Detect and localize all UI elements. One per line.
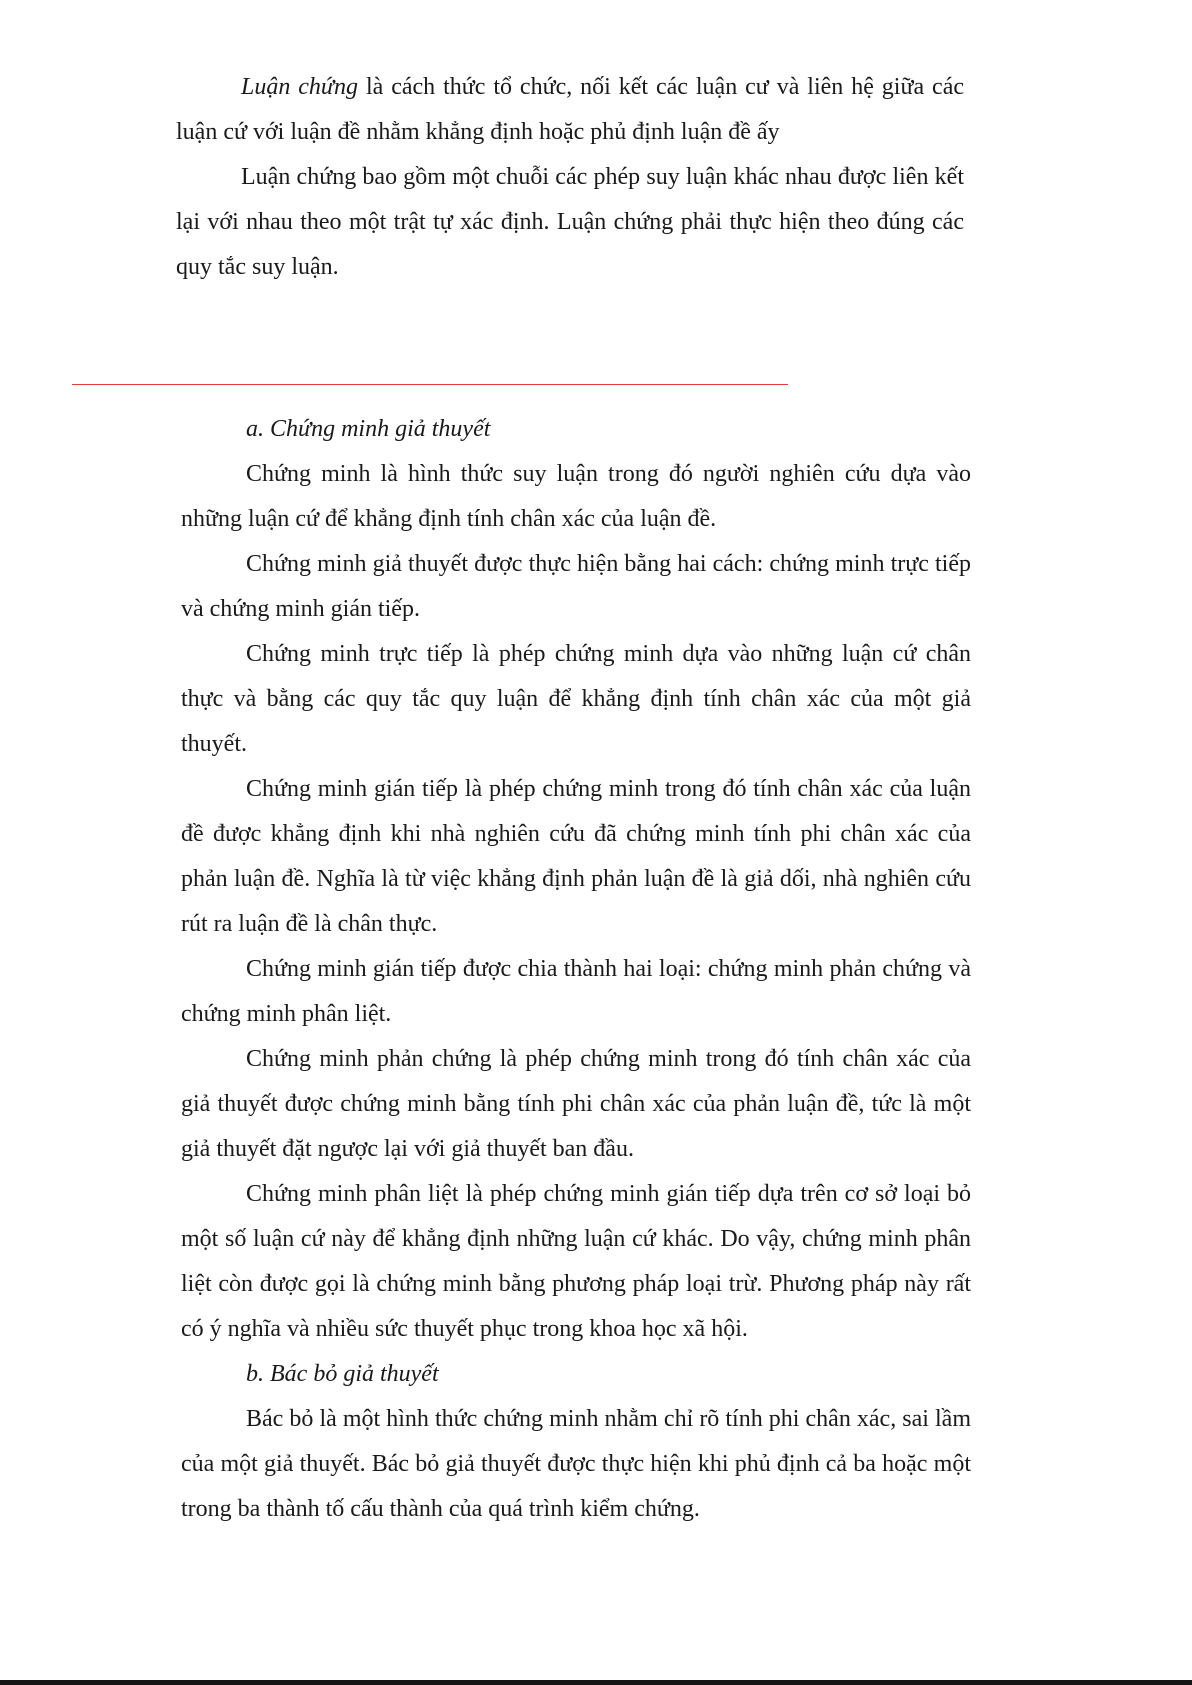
paragraph-disjunctive-proof: Chứng minh phân liệt là phép chứng minh gián tiếp dựa trên cơ sở loại bỏ một số luận cứ này để khẳng định những luận cứ khác. Do vậy, chứng minh phân liệt còn được gọi là chứng minh bằng phương pháp loại trừ. Phương pháp này rất có ý nghĩa và nhiều sức thuyết phục trong khoa học xã hội. xyxy=(181,1181,971,1342)
top-text-block xyxy=(176,65,964,290)
paragraph-contradiction-proof: Chứng minh phản chứng là phép chứng minh trong đó tính chân xác của giả thuyết được chứng minh bằng tính phi chân xác của phản luận đề, tức là một giả thuyết đặt ngược lại với giả thuyết ban đầu. xyxy=(181,1046,971,1162)
paragraph-refutation: Bác bỏ là một hình thức chứng minh nhằm chỉ rõ tính phi chân xác, sai lầm của một giả thuyết. Bác bỏ giả thuyết được thực hiện khi phủ định cả ba hoặc một trong ba thành tố cấu thành của quá trình kiểm chứng. xyxy=(181,1406,971,1522)
bottom-text-block xyxy=(181,407,971,1532)
paragraph-indirect-types: Chứng minh gián tiếp được chia thành hai loại: chứng minh phản chứng và chứng minh phân liệt. xyxy=(181,956,971,1027)
paragraph-two-methods: Chứng minh giả thuyết được thực hiện bằng hai cách: chứng minh trực tiếp và chứng minh gián tiếp. xyxy=(181,551,971,622)
paragraph-direct-proof: Chứng minh trực tiếp là phép chứng minh dựa vào những luận cứ chân thực và bằng các quy tắc quy luận để khẳng định tính chân xác của một giả thuyết. xyxy=(181,641,971,757)
term-luan-chung: Luận chứng xyxy=(241,74,359,100)
paragraph-indirect-proof: Chứng minh gián tiếp là phép chứng minh trong đó tính chân xác của luận đề được khẳng định khi nhà nghiên cứu đã chứng minh tính phi chân xác của phản luận đề. Nghĩa là từ việc khẳng định phản luận đề là giả dối, nhà nghiên cứu rút ra luận đề là chân thực. xyxy=(181,776,971,937)
heading-bac-bo-gia-thuyet: b. Bác bỏ giả thuyết xyxy=(246,1361,439,1387)
scan-bottom-edge xyxy=(0,1680,1192,1685)
paragraph-chung-minh-definition: Chứng minh là hình thức suy luận trong đó người nghiên cứu dựa vào những luận cứ để khẳng định tính chân xác của luận đề. xyxy=(181,461,971,532)
heading-chung-minh-gia-thuyet: a. Chứng minh giả thuyết xyxy=(246,416,491,442)
paragraph-luan-chung-definition xyxy=(176,65,964,155)
page-divider-line xyxy=(72,384,788,385)
definition-text: là cách thức tổ chức, nối kết các luận cư và liên hệ giữa các luận cứ với luận đề nhằm khẳng định hoặc phủ định luận đề ấy xyxy=(176,74,964,145)
paragraph-luan-chung-detail: Luận chứng bao gồm một chuỗi các phép suy luận khác nhau được liên kết lại với nhau theo một trật tự xác định. Luận chứng phải thực hiện theo đúng các quy tắc suy luận. xyxy=(176,164,964,280)
